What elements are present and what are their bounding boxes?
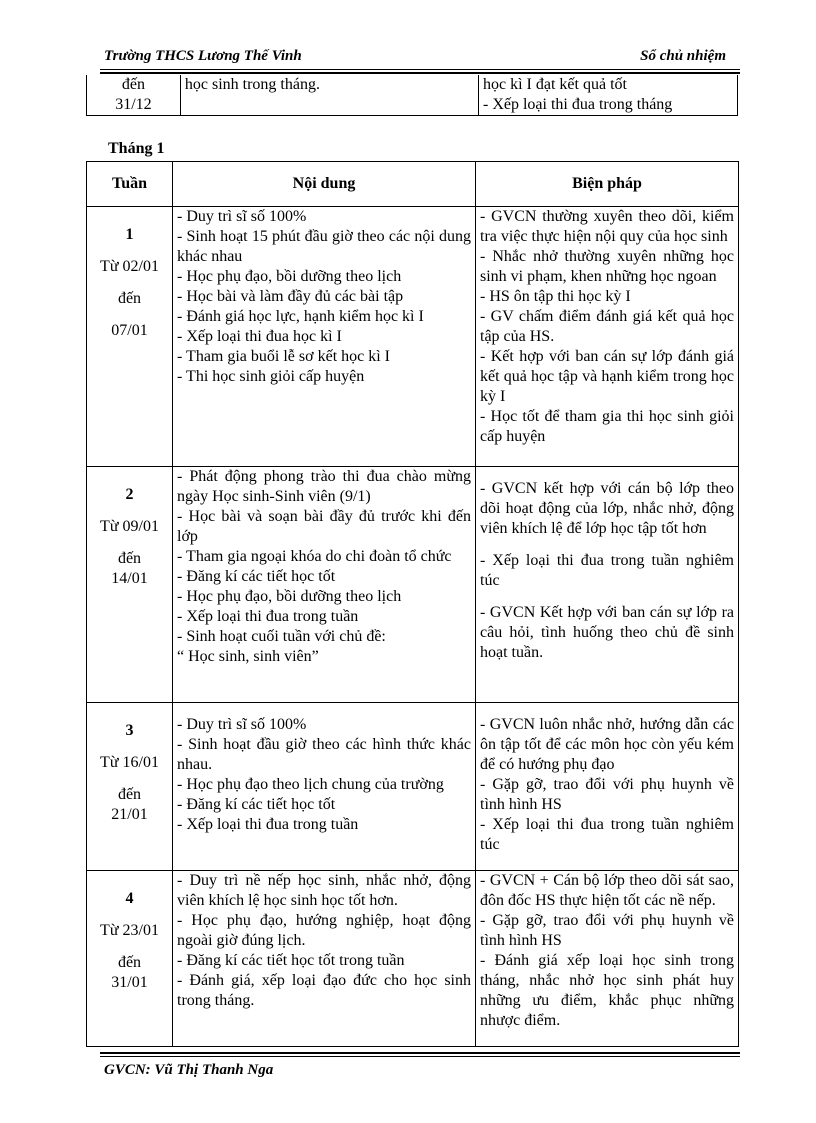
table-row: [87, 871, 739, 1047]
week-number: 3: [125, 722, 134, 739]
header-rule-thick: [100, 72, 740, 74]
list-item: - Tham gia buổi lễ sơ kết học kì I: [177, 348, 391, 365]
week-from: Từ 09/01: [100, 518, 159, 535]
continuation-measure-line: học kì I đạt kết quả tốt: [483, 76, 627, 93]
week-cell: [87, 703, 173, 871]
week-cell: [87, 467, 173, 703]
week-cell: [87, 207, 173, 467]
list-item: - Duy trì sĩ số 100%: [177, 208, 307, 225]
list-item: - Học phụ đạo, bồi dưỡng theo lịch: [177, 588, 402, 605]
list-item: - GVCN luôn nhắc nhở, hướng dẫn các ôn tập tốt để các môn học còn yếu kém để có hướng phụ đạo: [480, 716, 734, 773]
content-cell: [173, 467, 476, 703]
continuation-week-line: 31/12: [115, 96, 152, 113]
list-item: - Đánh giá xếp loại học sinh trong tháng, nhắc nhở học sinh phát huy những ưu điểm, khắc phục những nhược điểm.: [480, 952, 734, 1029]
content-cell: [173, 871, 476, 1047]
measure-cell: [476, 467, 739, 703]
list-item: - Học phụ đạo theo lịch chung của trường: [177, 776, 444, 793]
week-cell: [87, 871, 173, 1047]
list-item: - Đánh giá học lực, hạnh kiểm học kì I: [177, 308, 424, 325]
list-item: - Đánh giá, xếp loại đạo đức cho học sinh trong tháng.: [177, 972, 471, 1009]
week-number: 1: [125, 226, 134, 243]
list-item: - HS ôn tập thi học kỳ I: [480, 288, 631, 305]
continuation-measure-line: - Xếp loại thi đua trong tháng: [483, 96, 673, 113]
measure-cell: [476, 871, 739, 1047]
measure-cell: [476, 207, 739, 467]
week-to-label: đến: [117, 786, 142, 803]
week-to-label: đến: [117, 954, 142, 971]
list-item: - GVCN Kết hợp với ban cán sự lớp ra câu hỏi, tình huống theo chủ đề sinh hoạt tuần.: [480, 604, 734, 661]
school-name: Trường THCS Lương Thế Vinh: [104, 48, 302, 64]
list-item: - Đăng kí các tiết học tốt: [177, 796, 336, 813]
continuation-week-cell: [87, 75, 181, 116]
list-item: - GVCN kết hợp với cán bộ lớp theo dõi hoạt động của lớp, nhắc nhở, động viên khích lệ để lớp học tập tốt hơn: [480, 480, 734, 537]
list-item: - Nhắc nhở thường xuyên những học sinh vi phạm, khen những học ngoan: [480, 248, 734, 285]
footer-rule: [100, 1056, 740, 1057]
week-to-label: đến: [117, 550, 142, 567]
list-item: - Xếp loại thi đua học kì I: [177, 328, 342, 345]
table-row: [87, 703, 739, 871]
week-to-label: đến: [117, 290, 142, 307]
week-to: 31/01: [111, 974, 148, 991]
list-item: - Xếp loại thi đua trong tuần: [177, 608, 359, 625]
list-item: - Học phụ đạo, hướng nghiệp, hoạt động ngoài giờ đúng lịch.: [177, 912, 471, 949]
list-item: - Học tốt để tham gia thi học sinh giỏi cấp huyện: [480, 408, 734, 445]
list-item: - GV chấm điểm đánh giá kết quả học tập của HS.: [480, 308, 734, 345]
list-item: - Gặp gỡ, trao đổi với phụ huynh về tình hình HS: [480, 776, 734, 813]
week-from: Từ 02/01: [100, 258, 159, 275]
continuation-table: [86, 75, 738, 116]
header-content: Nội dung: [173, 162, 476, 207]
list-item: - Học bài và soạn bài đầy đủ trước khi đến lớp: [177, 508, 471, 545]
list-item: “ Học sinh, sinh viên”: [177, 648, 319, 665]
footer-teacher: GVCN: Vũ Thị Thanh Nga: [104, 1062, 274, 1078]
week-from: Từ 16/01: [100, 754, 159, 771]
list-item: - Duy trì nề nếp học sinh, nhắc nhở, động viên khích lệ học sinh học tốt hơn.: [177, 872, 471, 909]
month-label: Tháng 1: [108, 140, 165, 157]
week-to: 07/01: [111, 322, 148, 339]
list-item: - Xếp loại thi đua trong tuần nghiêm túc: [480, 816, 734, 853]
list-item: - Đăng kí các tiết học tốt: [177, 568, 336, 585]
continuation-measure-cell: [479, 75, 738, 116]
header-measure: Biện pháp: [476, 162, 739, 207]
week-number: 2: [125, 486, 134, 503]
week-number: 4: [125, 890, 134, 907]
continuation-week-line: đến: [121, 76, 145, 93]
table-row: [87, 207, 739, 467]
content-cell: [173, 703, 476, 871]
list-item: - Gặp gỡ, trao đổi với phụ huynh về tình hình HS: [480, 912, 734, 949]
continuation-content-cell: [180, 75, 478, 116]
header-rule: [100, 69, 740, 70]
list-item: - Tham gia ngoại khóa do chi đoàn tổ chức: [177, 548, 452, 565]
list-item: - Đăng kí các tiết học tốt trong tuần: [177, 952, 405, 969]
list-item: - GVCN + Cán bộ lớp theo dõi sát sao, đôn đốc HS thực hiện tốt các nề nếp.: [480, 872, 734, 909]
list-item: - Sinh hoạt 15 phút đầu giờ theo các nội dung khác nhau: [177, 228, 471, 265]
list-item: - Thi học sinh giỏi cấp huyện: [177, 368, 365, 385]
page-header: [100, 48, 740, 70]
week-to: 21/01: [111, 806, 148, 823]
book-title: Sổ chủ nhiệm: [640, 48, 726, 64]
footer-rule-thick: [100, 1052, 740, 1054]
continuation-content: học sinh trong tháng.: [184, 76, 320, 93]
table-row: [87, 467, 739, 703]
week-from: Từ 23/01: [100, 922, 159, 939]
list-item: - GVCN thường xuyên theo dõi, kiểm tra việc thực hiện nội quy của học sinh: [480, 208, 734, 245]
list-item: - Học bài và làm đầy đủ các bài tập: [177, 288, 404, 305]
list-item: - Duy trì sĩ số 100%: [177, 716, 307, 733]
list-item: - Sinh hoạt cuối tuần với chủ đề:: [177, 628, 386, 645]
table-row: [87, 75, 738, 116]
month-plan-table: [86, 161, 739, 1047]
list-item: - Phát động phong trào thi đua chào mừng ngày Học sinh-Sinh viên (9/1): [177, 468, 471, 505]
header-week: Tuần: [87, 162, 173, 207]
list-item: - Học phụ đạo, bồi dưỡng theo lịch: [177, 268, 402, 285]
list-item: - Xếp loại thi đua trong tuần: [177, 816, 359, 833]
table-header-row: [87, 162, 739, 207]
content-cell: [173, 207, 476, 467]
list-item: - Sinh hoạt đầu giờ theo các hình thức khác nhau.: [177, 736, 471, 773]
measure-cell: [476, 703, 739, 871]
list-item: - Xếp loại thi đua trong tuần nghiêm túc: [480, 552, 734, 589]
list-item: - Kết hợp với ban cán sự lớp đánh giá kết quả học tập và hạnh kiểm trong học kỳ I: [480, 348, 734, 405]
week-to: 14/01: [111, 570, 148, 587]
